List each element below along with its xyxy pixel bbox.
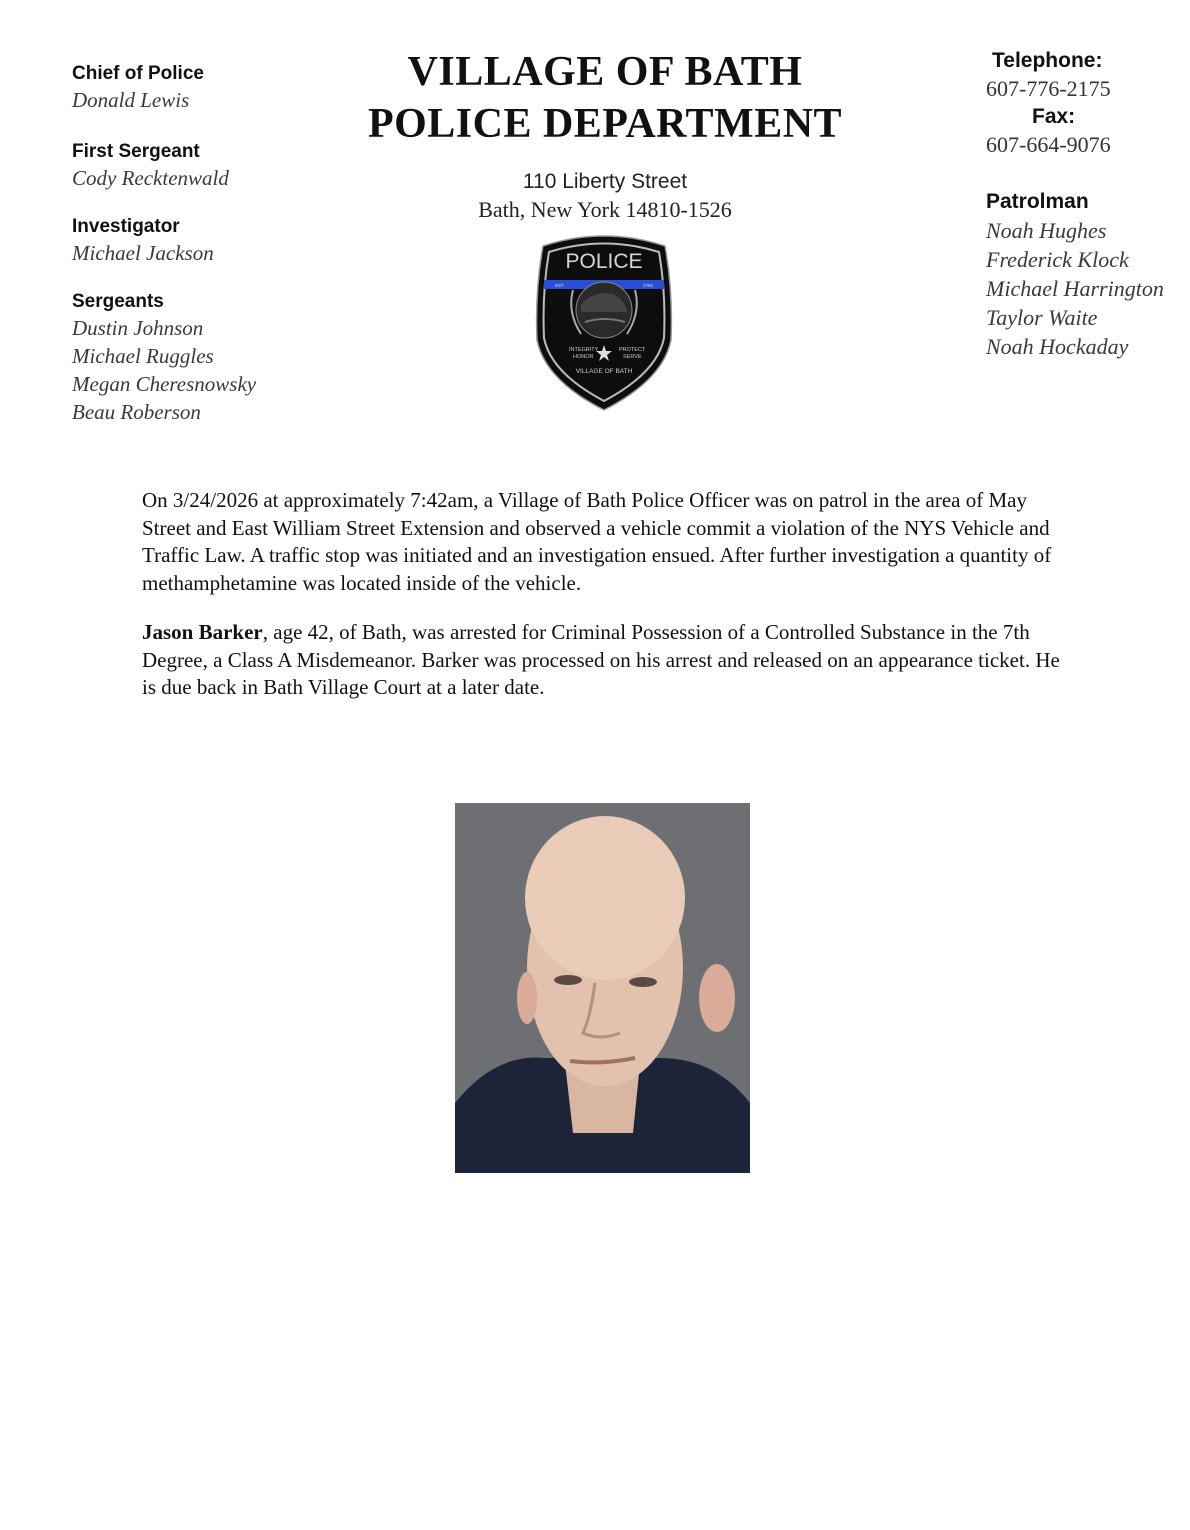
department-title-line1: VILLAGE OF BATH bbox=[407, 49, 803, 95]
letterhead bbox=[340, 46, 870, 224]
fax-label: Fax: bbox=[1032, 105, 1076, 128]
contact-and-patrol bbox=[986, 48, 1164, 361]
badge-year-text: 1793 bbox=[643, 283, 654, 288]
press-release-body bbox=[142, 487, 1072, 724]
staff-name: Beau Roberson bbox=[72, 400, 201, 424]
badge-est-text: EST bbox=[555, 283, 564, 288]
staff-name: Donald Lewis bbox=[72, 88, 190, 112]
arrest-details: , age 42, of Bath, was arrested for Criminal Possession of a Controlled Substance in the 7th Degree, a Class A Misdemeanor. Barker was processed on his arrest and released on an appearance ticket. He is due back in Bath Village Court at a later date. bbox=[142, 620, 1060, 699]
badge-bottom-text: VILLAGE OF BATH bbox=[575, 368, 633, 375]
staff-group-chief bbox=[72, 62, 256, 114]
staff-name: Taylor Waite bbox=[986, 305, 1098, 330]
booking-photo bbox=[455, 803, 750, 1173]
badge-motto-honor: HONOR bbox=[573, 354, 594, 360]
address-street: 110 Liberty Street bbox=[522, 170, 688, 193]
arrestee-name: Jason Barker bbox=[142, 620, 263, 644]
badge-motto-protect: PROTECT bbox=[619, 347, 646, 353]
arrest-paragraph bbox=[142, 619, 1072, 702]
fax-number: 607-664-9076 bbox=[986, 132, 1111, 157]
role-heading: Patrolman bbox=[986, 190, 1089, 213]
staff-name: Megan Cheresnowsky bbox=[72, 372, 257, 396]
incident-paragraph: On 3/24/2026 at approximately 7:42am, a Village of Bath Police Officer was on patrol in the area of May Street and East William Street Extension and observed a vehicle commit a violation of the NYS Vehicle and Traffic Law. A traffic stop was initiated and an investigation ensued. After further investigation a quantity of methamphetamine was located inside of the vehicle. bbox=[142, 488, 1052, 595]
staff-group-first-sergeant bbox=[72, 140, 256, 192]
role-heading: First Sergeant bbox=[72, 141, 200, 162]
role-heading: Investigator bbox=[72, 216, 180, 237]
staff-name: Frederick Klock bbox=[986, 247, 1129, 272]
badge-motto-serve: SERVE bbox=[623, 354, 642, 360]
badge-motto-integrity: INTEGRITY bbox=[569, 347, 599, 353]
telephone-label: Telephone: bbox=[992, 49, 1103, 72]
staff-name: Dustin Johnson bbox=[72, 316, 204, 340]
role-heading: Chief of Police bbox=[72, 63, 204, 84]
badge-top-text: POLICE bbox=[565, 250, 643, 273]
role-heading: Sergeants bbox=[72, 291, 164, 312]
staff-group-sergeants bbox=[72, 290, 256, 426]
staff-name: Michael Harrington bbox=[986, 276, 1164, 301]
police-badge-logo bbox=[533, 230, 675, 412]
staff-name: Noah Hockaday bbox=[986, 334, 1129, 359]
address-city: Bath, New York 14810-1526 bbox=[478, 197, 732, 222]
staff-name: Cody Recktenwald bbox=[72, 166, 229, 190]
telephone-number: 607-776-2175 bbox=[986, 76, 1111, 101]
staff-name: Michael Ruggles bbox=[72, 344, 214, 368]
staff-group-investigator bbox=[72, 215, 256, 267]
staff-roster-left bbox=[72, 62, 256, 449]
department-title-line2: POLICE DEPARTMENT bbox=[367, 101, 843, 147]
staff-group-patrolman bbox=[986, 188, 1164, 361]
staff-name: Michael Jackson bbox=[72, 241, 214, 265]
staff-name: Noah Hughes bbox=[986, 218, 1107, 243]
